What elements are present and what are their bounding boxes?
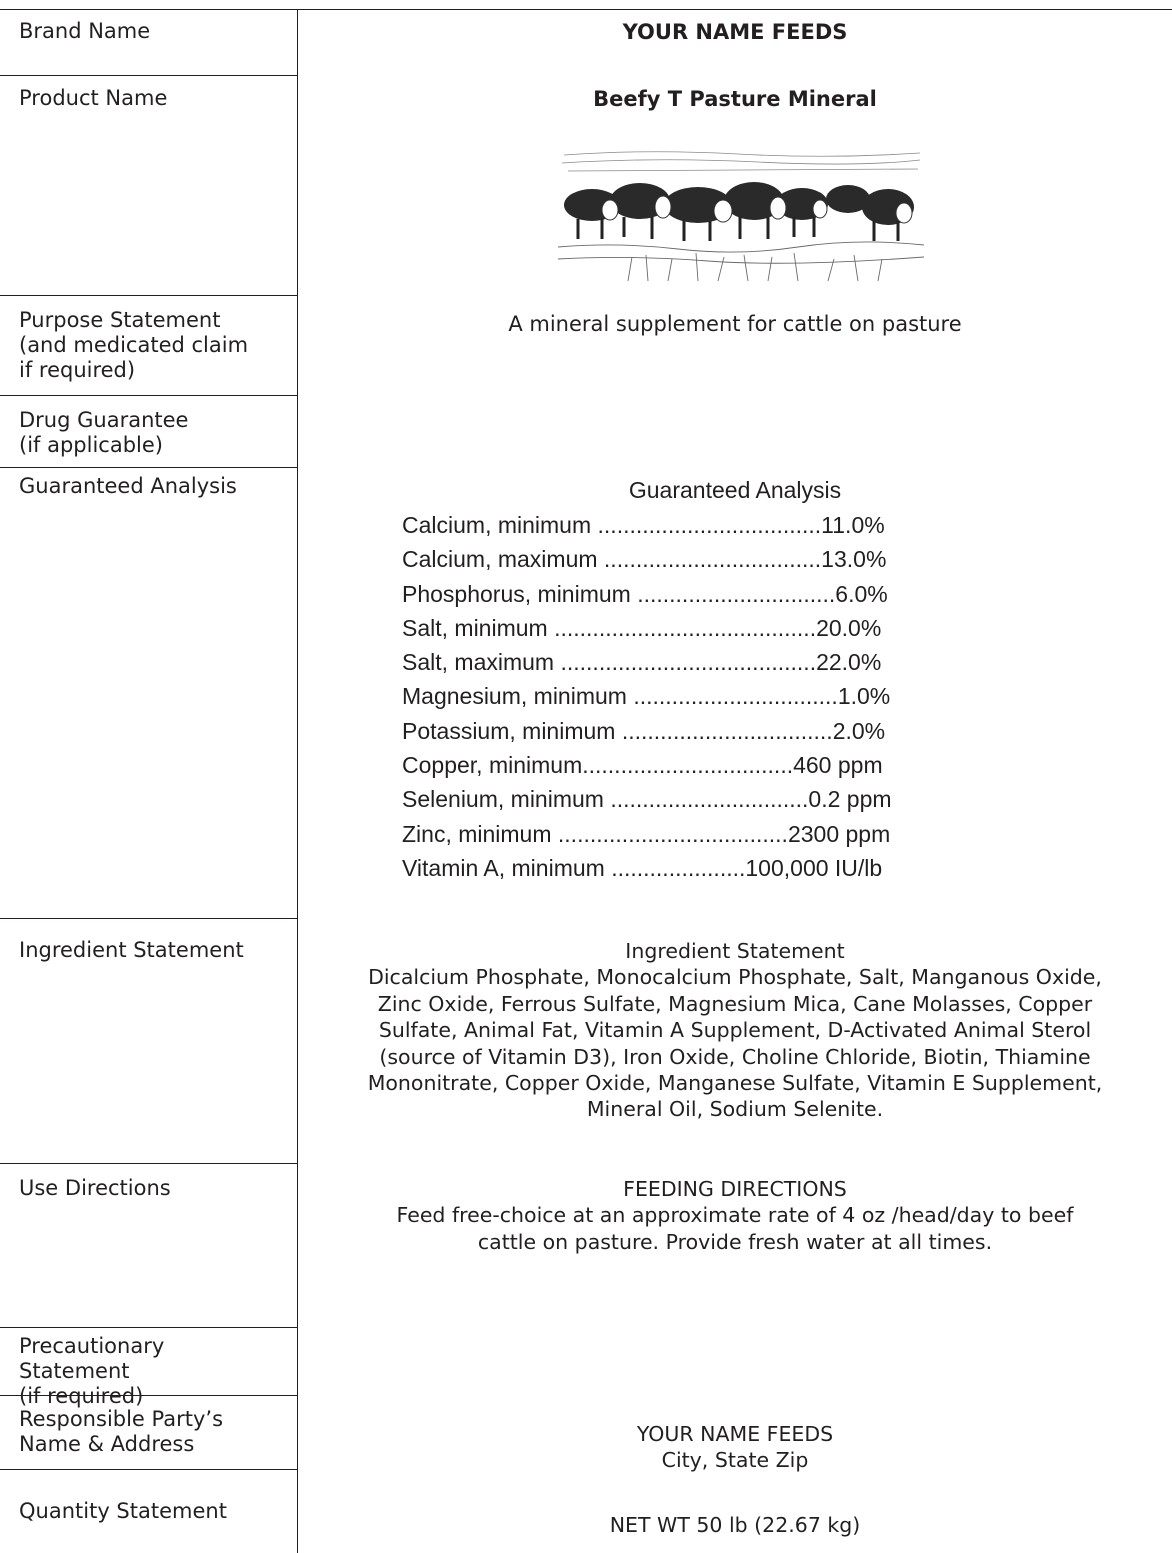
guaranteed-analysis-heading: Guaranteed Analysis [628,477,842,503]
label-ingredient-statement: Ingredient Statement [19,938,244,962]
label-responsible-party: Responsible Party’s Name & Address [19,1407,224,1456]
ingredient-line: (source of Vitamin D3), Iron Oxide, Choline Chloride, Biotin, Thiamine [379,1044,1091,1069]
cattle-herd-illustration [558,147,924,281]
ga-row: Vitamin A, minimum .....................100,000 IU/lb [402,854,883,881]
ga-row: Zinc, minimum ....................................2300 ppm [402,820,891,847]
guaranteed-analysis-list [402,508,1042,885]
feeding-line: Feed free-choice at an approximate rate of 4 oz /head/day to beef [396,1203,1074,1228]
ga-row: Calcium, maximum ..................................13.0% [402,546,887,573]
ingredient-line: Mononitrate, Copper Oxide, Manganese Sulfate, Vitamin E Supplement, [367,1071,1103,1096]
label-brand-name: Brand Name [19,19,151,43]
label-use-directions: Use Directions [19,1176,171,1200]
ingredient-heading: Ingredient Statement [625,939,845,963]
label-product-name: Product Name [19,86,168,110]
ga-row: Magnesium, minimum ................................1.0% [402,683,891,710]
responsible-party-block [298,1421,1172,1474]
ga-row: Salt, maximum ........................................22.0% [402,649,882,676]
row-divider [0,918,297,919]
ga-row: Selenium, minimum ...............................0.2 ppm [402,786,892,813]
responsible-address: City, State Zip [661,1448,809,1473]
feeding-directions-block [298,1176,1172,1255]
row-divider [0,395,297,396]
feeding-heading: FEEDING DIRECTIONS [623,1177,847,1201]
top-rule [0,9,1172,10]
purpose-text: A mineral supplement for cattle on pasture [508,312,962,336]
row-divider [0,1163,297,1164]
ga-row: Phosphorus, minimum ...............................6.0% [402,580,888,607]
ingredient-line: Dicalcium Phosphate, Monocalcium Phosphate, Salt, Manganous Oxide, [368,965,1102,990]
label-purpose-statement: Purpose Statement (and medicated claim if required) [19,308,249,382]
label-precautionary-statement: Precautionary Statement (if required) [19,1334,165,1408]
ingredient-line: Mineral Oil, Sodium Selenite. [586,1097,884,1122]
row-divider [0,75,297,76]
feeding-line: cattle on pasture. Provide fresh water at all times. [477,1229,993,1254]
label-quantity-statement: Quantity Statement [19,1499,227,1523]
ingredient-line: Sulfate, Animal Fat, Vitamin A Supplement, D-Activated Animal Sterol [378,1018,1092,1043]
ga-row: Potassium, minimum .................................2.0% [402,717,886,744]
row-divider [0,1327,297,1328]
label-drug-guarantee: Drug Guarantee (if applicable) [19,408,189,457]
row-divider [0,295,297,296]
ga-row: Calcium, minimum ...................................11.0% [402,512,885,538]
quantity-text: NET WT 50 lb (22.67 kg) [609,1513,861,1537]
row-divider [0,467,297,468]
ingredient-line: Zinc Oxide, Ferrous Sulfate, Magnesium Mica, Cane Molasses, Copper [377,991,1093,1016]
product-name: Beefy T Pasture Mineral [593,87,877,111]
ga-row: Salt, minimum .........................................20.0% [402,614,882,641]
column-divider [297,9,298,1553]
responsible-name: YOUR NAME FEEDS [636,1422,834,1446]
ingredient-statement-block [298,938,1172,1123]
ga-row: Copper, minimum.................................460 ppm [402,752,883,779]
label-guaranteed-analysis: Guaranteed Analysis [19,474,237,498]
row-divider [0,1469,297,1470]
brand-name: YOUR NAME FEEDS [622,20,848,44]
